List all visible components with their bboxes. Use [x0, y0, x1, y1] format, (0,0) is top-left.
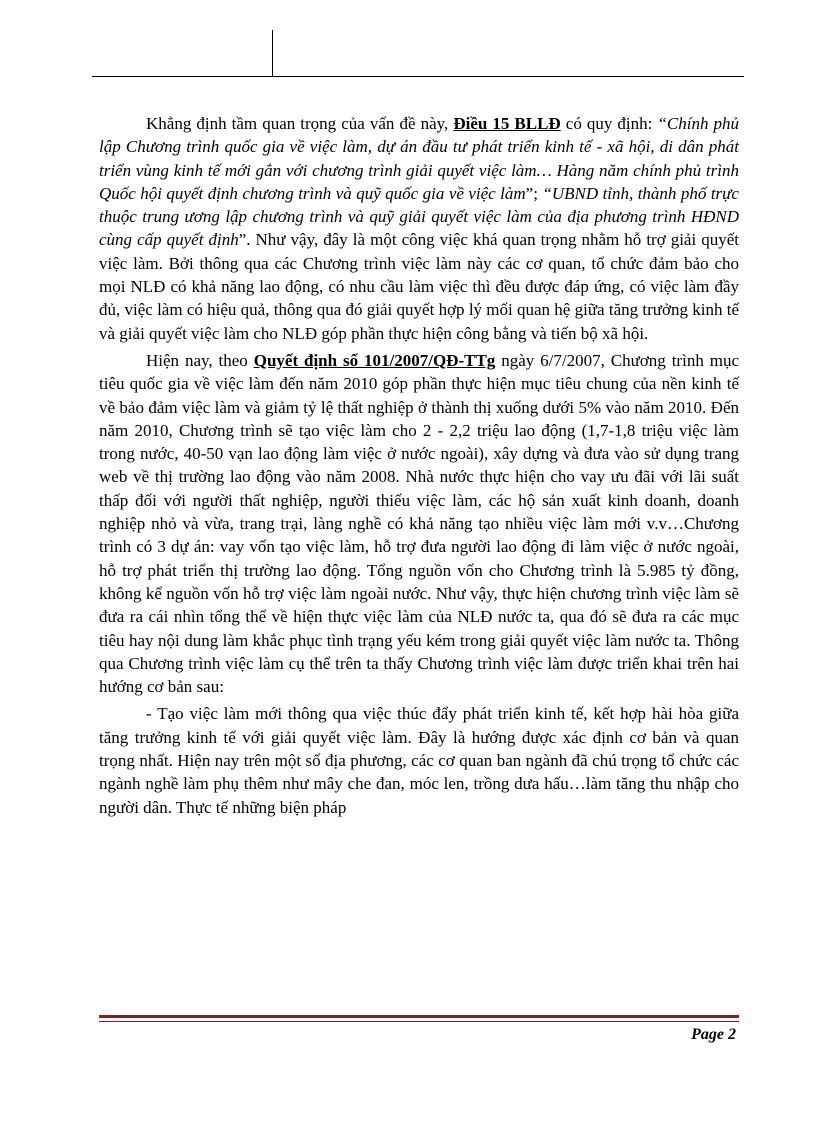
footer-rule-thick: [99, 1015, 739, 1018]
header-rule: [92, 76, 744, 77]
paragraph-law-article: Khẳng định tầm quan trọng của vấn đề này, Điều 15 BLLĐ có quy định: “Chính phủ lập Chương trình quốc gia về việc làm, dự án đầu tư phát triển kinh tế - xã hội, di dân phát triển vùng kinh tế mới gắn với chương trình giải quyết việc làm… Hàng năm chính phủ trình Quốc hội quyết định chương trình và quỹ quốc gia về việc làm”; “UBND tỉnh, thành phố trực thuộc trung ương lập chương trình và quỹ giải quyết việc làm của địa phương trình HĐND cùng cấp quyết định”. Như vậy, đây là một công việc khá quan trọng nhằm hỗ trợ giải quyết việc làm. Bởi thông qua các Chương trình việc làm này các cơ quan, tổ chức đảm bảo cho mọi NLĐ có khả năng lao động, có nhu cầu làm việc thì đều được đáp ứng, có việc làm đầy đủ, việc làm có hiệu quả, thông qua đó giải quyết hợp lý mối quan hệ giữa tăng trưởng kinh tế và giải quyết việc làm cho NLĐ góp phần thực hiện công bằng và tiến bộ xã hội.: [99, 114, 739, 343]
footer-rule-thin: [99, 1021, 739, 1022]
page-number: Page 2: [691, 1026, 736, 1043]
paragraph-decision: Hiện nay, theo Quyết định số 101/2007/QĐ-TTg ngày 6/7/2007, Chương trình mục tiêu quốc gia về việc làm đến năm 2010 góp phần thực hiện mục tiêu chung của nền kinh tế về bảo đảm việc làm và giảm tỷ lệ thất nghiệp ở thành thị xuống dưới 5% vào năm 2010. Đến năm 2010, Chương trình sẽ tạo việc làm cho 2 - 2,2 triệu lao động (1,7-1,8 triệu việc làm trong nước, 40-50 vạn lao động làm việc ở nước ngoài), xây dựng và đưa vào sử dụng trang web về thị trường lao động vào năm 2008. Nhà nước thực hiện cho vay ưu đãi với lãi suất thấp đối với người thất nghiệp, người thiếu việc làm, các hộ sản xuất kinh doanh, doanh nghiệp nhỏ và vừa, trang trại, làng nghề có khả năng tạo nhiều việc làm mới v.v…Chương trình có 3 dự án: vay vốn tạo việc làm, hỗ trợ đưa người lao động đi làm việc ở nước ngoài, hỗ trợ phát triển thị trường lao động. Tổng nguồn vốn cho Chương trình là 5.985 tỷ đồng, không kể nguồn vốn hỗ trợ việc làm ngoài nước. Như vậy, thực hiện chương trình việc làm sẽ đưa ra cái nhìn tổng thể về hiện thực việc làm của NLĐ nước ta, qua đó sẽ đưa ra các mục tiêu hay nội dung làm khắc phục tình trạng yếu kém trong giải quyết việc làm nước ta. Thông qua Chương trình việc làm cụ thể trên ta thấy Chương trình việc làm được triển khai trên hai hướng cơ bản sau:: [99, 350, 739, 697]
law-article-link[interactable]: Điều 15 BLLĐ: [453, 114, 561, 133]
header-divider-tick: [272, 30, 273, 76]
decision-link[interactable]: Quyết định số 101/2007/QĐ-TTg: [253, 350, 496, 370]
document-body: [99, 112, 739, 823]
paragraph-bullet-job-creation: - Tạo việc làm mới thông qua việc thúc đẩy phát triển kinh tế, kết hợp hài hòa giữa tăng trưởng kinh tế với giải quyết việc làm. Đây là hướng được xác định cơ bản và quan trọng nhất. Hiện nay trên một số địa phương, các cơ quan ban ngành đã chú trọng tổ chức các ngành nghề làm phụ thêm như mây che đan, móc len, trồng dưa hấu…làm tăng thu nhập cho người dân. Thực tế những biện pháp: [99, 704, 739, 817]
quote-people-committee: “UBND tỉnh, thành phố trực thuộc trung ương lập chương trình và quỹ giải quyết việc làm của địa phương trình HĐND cùng cấp quyết định: [99, 183, 739, 250]
quote-government: “Chính phủ lập Chương trình quốc gia về việc làm, dự án đầu tư phát triển kinh tế - xã hội, di dân phát triển vùng kinh tế mới gắn với chương trình giải quyết việc làm… Hàng năm chính phủ trình Quốc hội quyết định chương trình và quỹ quốc gia về việc làm: [99, 114, 739, 203]
